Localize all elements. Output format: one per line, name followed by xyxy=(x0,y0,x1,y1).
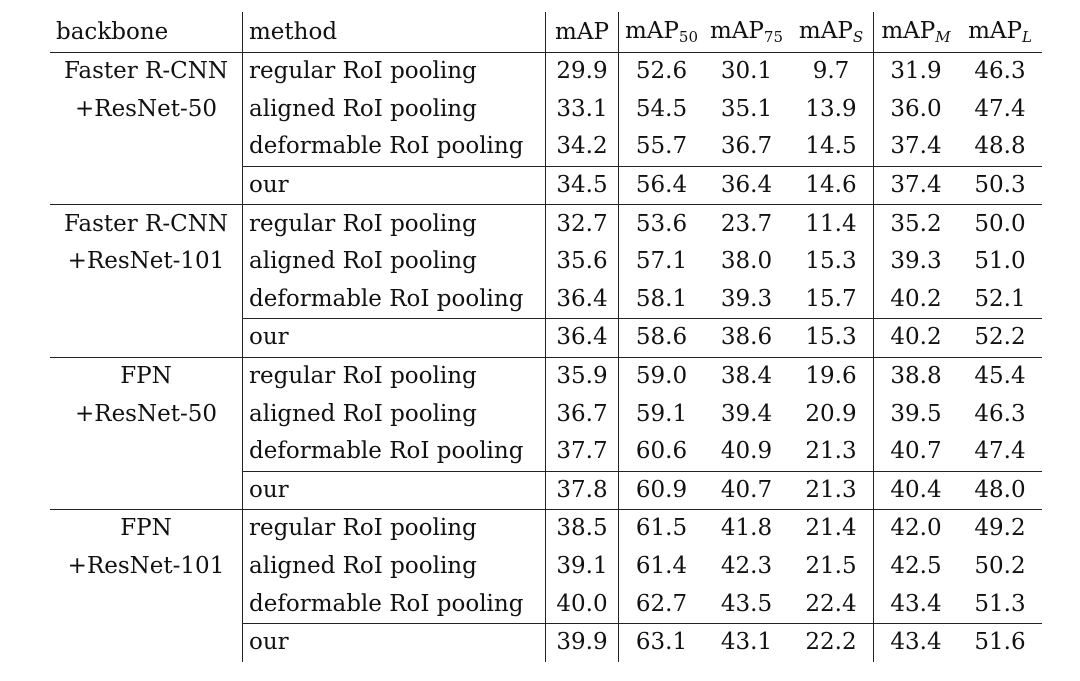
value-cell: 58.1 xyxy=(635,285,688,312)
table-row xyxy=(50,205,1042,243)
value-cell: 21.3 xyxy=(789,471,874,510)
value-cell: 42.0 xyxy=(874,510,959,548)
header-metric xyxy=(874,12,959,53)
value-cell: 20.9 xyxy=(789,395,874,433)
value-cell: 52.1 xyxy=(974,285,1026,312)
value-cell: 35.2 xyxy=(874,205,959,243)
method-cell: our xyxy=(243,623,546,661)
table-row xyxy=(50,166,1042,205)
method-cell: our xyxy=(243,166,546,205)
value-cell: 51.0 xyxy=(974,248,1026,275)
backbone-empty xyxy=(50,471,243,510)
value-cell: 35.9 xyxy=(546,357,619,395)
header-method: method xyxy=(243,12,546,53)
method-cell: regular RoI pooling xyxy=(243,357,546,395)
value-cell: 53.6 xyxy=(619,205,705,243)
value-cell: 57.1 xyxy=(635,248,688,275)
value-cell: 40.7 xyxy=(890,438,942,465)
value-cell: 36.7 xyxy=(720,133,773,160)
value-cell: 37.8 xyxy=(546,471,619,510)
value-cell: 50.0 xyxy=(958,205,1042,243)
method-cell: regular RoI pooling xyxy=(243,510,546,548)
value-cell: 51.3 xyxy=(974,590,1026,617)
value-cell: 23.7 xyxy=(704,205,789,243)
value-cell: 50.3 xyxy=(958,166,1042,205)
value-cell: 46.3 xyxy=(974,400,1026,427)
value-cell: 37.4 xyxy=(890,133,942,160)
backbone-empty xyxy=(50,319,243,358)
value-cell: 46.3 xyxy=(974,58,1026,85)
value-cell: 21.3 xyxy=(789,433,874,471)
value-cell: 35.1 xyxy=(720,95,773,122)
backbone-line1: Faster R-CNN xyxy=(50,205,243,243)
table-body xyxy=(50,53,1042,662)
value-cell: 58.6 xyxy=(619,319,705,358)
table-row xyxy=(50,510,1042,548)
table-row xyxy=(50,53,1042,91)
value-cell: 35.6 xyxy=(546,243,619,281)
value-cell: 21.5 xyxy=(789,548,874,586)
header-metric-subscript: S xyxy=(852,27,864,46)
header-metric-base: mAP xyxy=(710,17,764,44)
backbone-empty xyxy=(50,128,243,166)
value-cell: 43.4 xyxy=(890,590,942,617)
value-cell: 37.4 xyxy=(874,166,959,205)
value-cell: 55.7 xyxy=(635,133,688,160)
value-cell: 39.9 xyxy=(546,623,619,661)
value-cell: 39.3 xyxy=(720,285,773,312)
value-cell: 9.7 xyxy=(789,53,874,91)
header-metric-subscript: 75 xyxy=(763,27,783,46)
backbone-line1: FPN xyxy=(50,510,243,548)
table-row xyxy=(50,585,1042,623)
table-row xyxy=(50,319,1042,358)
value-cell: 39.5 xyxy=(890,400,942,427)
method-cell: our xyxy=(243,471,546,510)
value-cell: 52.2 xyxy=(958,319,1042,358)
table-row xyxy=(50,91,1042,129)
method-cell: our xyxy=(243,319,546,358)
value-cell: 15.3 xyxy=(789,319,874,358)
header-metric-base: mAP xyxy=(625,17,679,44)
value-cell: 59.0 xyxy=(619,357,705,395)
value-cell: 40.4 xyxy=(874,471,959,510)
backbone-line1: Faster R-CNN xyxy=(50,53,243,91)
value-cell: 52.6 xyxy=(635,58,688,85)
value-cell: 61.4 xyxy=(635,553,688,580)
value-cell: 56.4 xyxy=(619,166,705,205)
value-cell: 15.3 xyxy=(789,243,874,281)
value-cell: 38.4 xyxy=(704,357,789,395)
value-cell: 30.1 xyxy=(720,58,773,85)
value-cell: 42.3 xyxy=(720,553,773,580)
method-cell: regular RoI pooling xyxy=(243,53,546,91)
value-cell: 48.8 xyxy=(974,133,1026,160)
value-cell: 40.9 xyxy=(720,438,773,465)
results-table xyxy=(50,12,1042,662)
value-cell: 38.8 xyxy=(874,357,959,395)
table-row xyxy=(50,281,1042,319)
value-cell: 49.2 xyxy=(958,510,1042,548)
header-metric-base: mAP xyxy=(555,18,609,45)
table-row xyxy=(50,243,1042,281)
header-metric xyxy=(546,12,619,53)
table-row xyxy=(50,471,1042,510)
method-cell: aligned RoI pooling xyxy=(243,243,546,281)
value-cell: 13.9 xyxy=(789,91,874,129)
value-cell: 29.9 xyxy=(546,53,619,91)
backbone-empty xyxy=(50,433,243,471)
value-cell: 39.4 xyxy=(720,400,773,427)
value-cell: 40.2 xyxy=(890,285,942,312)
value-cell: 21.4 xyxy=(789,510,874,548)
value-cell: 38.6 xyxy=(704,319,789,358)
value-cell: 37.7 xyxy=(546,433,619,471)
backbone-empty xyxy=(50,166,243,205)
header-metric xyxy=(958,12,1042,53)
value-cell: 43.4 xyxy=(874,623,959,661)
value-cell: 60.6 xyxy=(635,438,688,465)
value-cell: 38.5 xyxy=(546,510,619,548)
value-cell: 34.5 xyxy=(546,166,619,205)
backbone-empty xyxy=(50,623,243,661)
table-row xyxy=(50,433,1042,471)
backbone-empty xyxy=(50,585,243,623)
backbone-line2: +ResNet-101 xyxy=(50,548,243,586)
method-cell: aligned RoI pooling xyxy=(243,548,546,586)
value-cell: 63.1 xyxy=(619,623,705,661)
value-cell: 22.4 xyxy=(789,585,874,623)
header-metric xyxy=(619,12,705,53)
value-cell: 33.1 xyxy=(546,91,619,129)
value-cell: 50.2 xyxy=(974,553,1026,580)
value-cell: 14.5 xyxy=(789,128,874,166)
method-cell: deformable RoI pooling xyxy=(243,585,546,623)
value-cell: 36.0 xyxy=(890,95,942,122)
value-cell: 36.7 xyxy=(546,395,619,433)
method-cell: aligned RoI pooling xyxy=(243,91,546,129)
header-metric xyxy=(789,12,874,53)
value-cell: 43.5 xyxy=(720,590,773,617)
value-cell: 22.2 xyxy=(789,623,874,661)
header-metric-subscript: L xyxy=(1021,27,1032,46)
value-cell: 51.6 xyxy=(958,623,1042,661)
table-row xyxy=(50,548,1042,586)
value-cell: 36.4 xyxy=(704,166,789,205)
method-cell: deformable RoI pooling xyxy=(243,128,546,166)
value-cell: 11.4 xyxy=(789,205,874,243)
backbone-empty xyxy=(50,281,243,319)
value-cell: 38.0 xyxy=(720,248,773,275)
backbone-line1: FPN xyxy=(50,357,243,395)
value-cell: 42.5 xyxy=(890,553,942,580)
value-cell: 32.7 xyxy=(546,205,619,243)
value-cell: 54.5 xyxy=(635,95,688,122)
method-cell: aligned RoI pooling xyxy=(243,395,546,433)
value-cell: 47.4 xyxy=(974,438,1026,465)
method-cell: regular RoI pooling xyxy=(243,205,546,243)
table-row xyxy=(50,128,1042,166)
header-backbone: backbone xyxy=(50,12,243,53)
method-cell: deformable RoI pooling xyxy=(243,433,546,471)
value-cell: 47.4 xyxy=(974,95,1026,122)
table-row xyxy=(50,395,1042,433)
value-cell: 34.2 xyxy=(546,128,619,166)
header-metric-base: mAP xyxy=(798,17,853,44)
value-cell: 39.1 xyxy=(546,548,619,586)
value-cell: 59.1 xyxy=(635,400,688,427)
header-metric xyxy=(704,12,789,53)
method-cell: deformable RoI pooling xyxy=(243,281,546,319)
value-cell: 43.1 xyxy=(704,623,789,661)
value-cell: 62.7 xyxy=(635,590,688,617)
value-cell: 36.4 xyxy=(546,319,619,358)
header-metric-base: mAP xyxy=(968,17,1022,44)
value-cell: 19.6 xyxy=(789,357,874,395)
value-cell: 40.2 xyxy=(874,319,959,358)
backbone-line2: +ResNet-50 xyxy=(50,395,243,433)
value-cell: 61.5 xyxy=(619,510,705,548)
value-cell: 14.6 xyxy=(789,166,874,205)
value-cell: 31.9 xyxy=(890,58,942,85)
value-cell: 15.7 xyxy=(789,281,874,319)
value-cell: 40.0 xyxy=(546,585,619,623)
table-row xyxy=(50,357,1042,395)
value-cell: 45.4 xyxy=(958,357,1042,395)
value-cell: 39.3 xyxy=(890,248,942,275)
table-row xyxy=(50,623,1042,661)
header-metric-subscript: 50 xyxy=(678,27,698,46)
value-cell: 60.9 xyxy=(619,471,705,510)
backbone-line2: +ResNet-101 xyxy=(50,243,243,281)
value-cell: 41.8 xyxy=(704,510,789,548)
header-metric-subscript: M xyxy=(935,27,951,46)
backbone-line2: +ResNet-50 xyxy=(50,91,243,129)
header-row xyxy=(50,12,1042,53)
header-metric-base: mAP xyxy=(881,17,936,44)
value-cell: 48.0 xyxy=(958,471,1042,510)
value-cell: 36.4 xyxy=(546,281,619,319)
value-cell: 40.7 xyxy=(704,471,789,510)
